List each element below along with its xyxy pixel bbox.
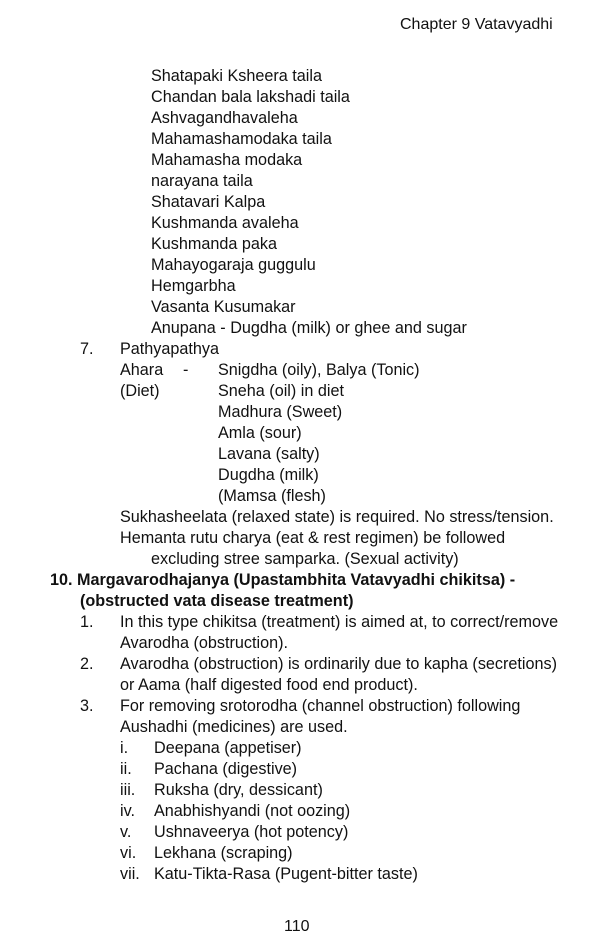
page-number: 110	[284, 918, 310, 935]
point-text-cont: Aushadhi (medicines) are used.	[120, 718, 348, 736]
medicine-item: Hemgarbha	[151, 277, 236, 295]
anupana-line: Anupana - Dugdha (milk) or ghee and sugar	[151, 319, 467, 337]
medicine-item: Mahamasha modaka	[151, 151, 303, 169]
diet-item: Snigdha (oily), Balya (Tonic)	[218, 361, 420, 379]
diet-item: Lavana (salty)	[218, 445, 320, 463]
sublist-number: iv.	[120, 802, 135, 820]
medicine-item: Kushmanda avaleha	[151, 214, 299, 232]
sublist-item: Ushnaveerya (hot potency)	[154, 823, 349, 841]
ahara-label: Ahara	[120, 361, 164, 379]
ahara-dash: -	[183, 361, 189, 379]
hemanta-line: Hemanta rutu charya (eat & rest regimen) be followed	[120, 529, 506, 547]
medicine-item: Ashvagandhavaleha	[151, 109, 298, 127]
diet-item: Amla (sour)	[218, 424, 302, 442]
diet-item: Dugdha (milk)	[218, 466, 319, 484]
medicine-item: narayana taila	[151, 172, 253, 190]
point-text-cont: or Aama (half digested food end product).	[120, 676, 418, 694]
chapter-header: Chapter 9 Vatavyadhi	[400, 16, 553, 33]
medicine-item: Shatavari Kalpa	[151, 193, 266, 211]
point-text: Avarodha (obstruction) is ordinarily due to kapha (secretions)	[120, 655, 557, 673]
diet-label: (Diet)	[120, 382, 160, 400]
section-heading: 10. Margavarodhajanya (Upastambhita Vatavyadhi chikitsa) -	[50, 571, 516, 589]
medicine-item: Mahamashamodaka taila	[151, 130, 332, 148]
medicine-item: Kushmanda paka	[151, 235, 277, 253]
point-text-cont: Avarodha (obstruction).	[120, 634, 288, 652]
diet-item: Sneha (oil) in diet	[218, 382, 344, 400]
sublist-item: Pachana (digestive)	[154, 760, 298, 778]
item-number: 7.	[80, 340, 94, 358]
sublist-item: Katu-Tikta-Rasa (Pugent-bitter taste)	[154, 865, 418, 883]
sublist-number: v.	[120, 823, 132, 841]
point-number: 3.	[80, 697, 94, 715]
sublist-number: ii.	[120, 760, 132, 778]
point-number: 2.	[80, 655, 94, 673]
sublist-item: Deepana (appetiser)	[154, 739, 302, 757]
point-text: For removing srotorodha (channel obstruction) following	[120, 697, 521, 715]
hemanta-line-cont: excluding stree samparka. (Sexual activity)	[151, 550, 459, 568]
sublist-number: i.	[120, 739, 129, 757]
sublist-number: vi.	[120, 844, 137, 862]
sukhasheelata-line: Sukhasheelata (relaxed state) is required. No stress/tension.	[120, 508, 554, 526]
point-number: 1.	[80, 613, 94, 631]
medicine-item: Shatapaki Ksheera taila	[151, 67, 322, 85]
diet-item: Madhura (Sweet)	[218, 403, 343, 421]
sublist-number: iii.	[120, 781, 136, 799]
pathya-title: Pathyapathya	[120, 340, 219, 358]
medicine-item: Mahayogaraja guggulu	[151, 256, 316, 274]
diet-item: (Mamsa (flesh)	[218, 487, 326, 505]
sublist-item: Lekhana (scraping)	[154, 844, 293, 862]
section-subheading: (obstructed vata disease treatment)	[80, 592, 354, 610]
sublist-number: vii.	[120, 865, 140, 883]
point-text: In this type chikitsa (treatment) is aimed at, to correct/remove	[120, 613, 559, 631]
medicine-item: Vasanta Kusumakar	[151, 298, 296, 316]
sublist-item: Anabhishyandi (not oozing)	[154, 802, 351, 820]
sublist-item: Ruksha (dry, dessicant)	[154, 781, 323, 799]
medicine-item: Chandan bala lakshadi taila	[151, 88, 350, 106]
